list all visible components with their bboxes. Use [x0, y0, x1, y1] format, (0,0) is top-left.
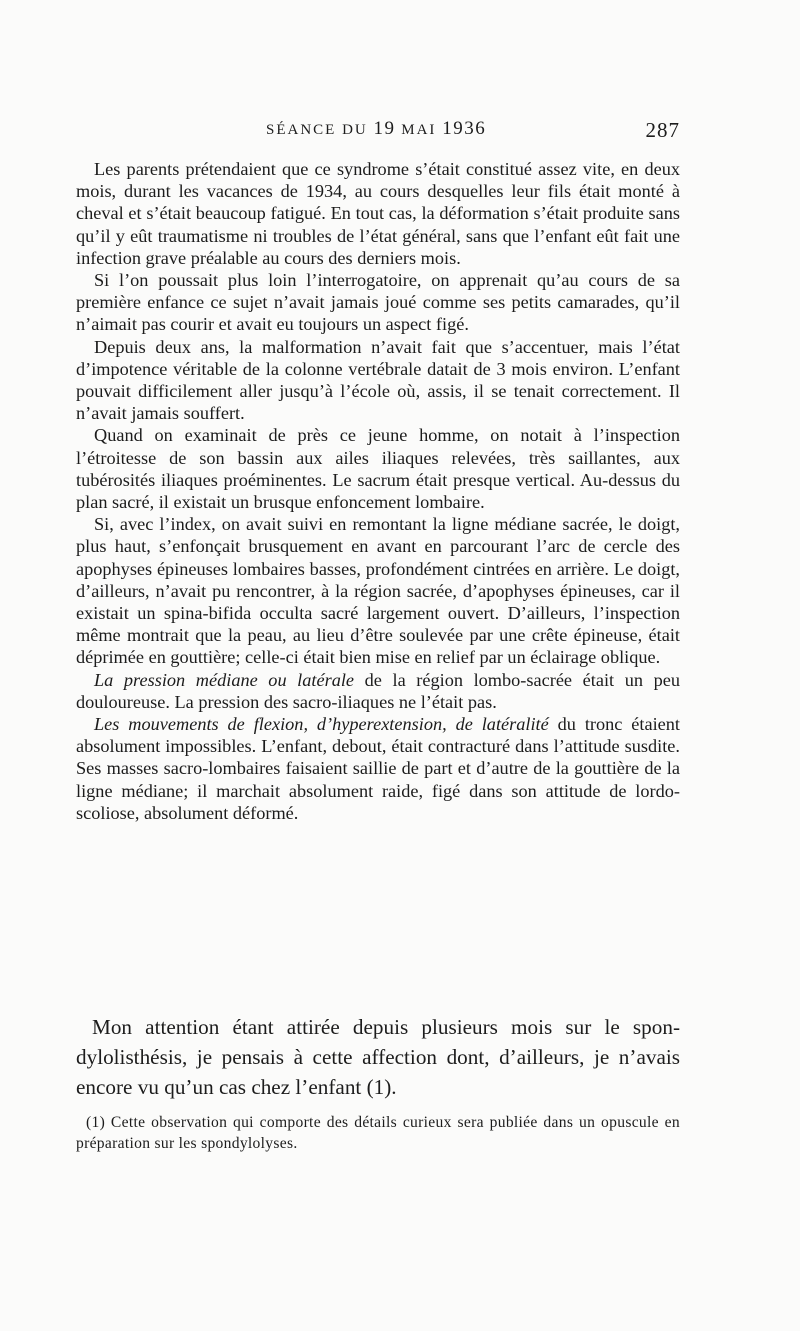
paragraph: Les mouvements de flexion, d’hyperextension, de latéralité du tronc étaient absolument impossibles. L’enfant, debout, était contracturé dans l’attitude susdite. Ses masses sacro-lombaires faisaient saillie de part et d’autre de la gouttière de la ligne médiane; il marchait absolument raide, figé dans son attitude de lordo-scoliose, absolument déformé. — [76, 714, 680, 823]
running-title: SÉANCE DU 19 MAI 1936 — [266, 118, 487, 139]
paragraph: Si, avec l’index, on avait suivi en remontant la ligne médiane sacrée, le doigt, plus haut, s’enfonçait brusquement en avant en parcourant l’arc de cercle des apophyses épineuses lombaires basses, profondément cintrées en arrière. Le doigt, d’ailleurs, n’avait pu rencontrer, à la région sacrée, d’apophyses épineuses, car il existait un spina-bifida occulta sacré largement ouvert. D’ailleurs, l’inspection même montrait que la peau, au lieu d’être soulevée par une crête épineuse, était déprimée en gouttière; celle-ci était bien mise en relief par un éclairage oblique. — [76, 514, 680, 668]
italic-phrase: La pression médiane ou latérale — [94, 669, 355, 690]
body-text — [76, 158, 680, 824]
footnote-text: Cette observation qui comporte des détails curieux sera publiée dans un opuscule en préparation sur les spondylolyses. — [76, 1114, 680, 1152]
paragraph: Les parents prétendaient que ce syndrome s’était constitué assez vite, en deux mois, durant les vacances de 1934, au cours desquelles leur fils était monté à cheval et s’était beaucoup fatigué. En tout cas, la déformation s’était produite sans qu’il y eût traumatisme ni troubles de l’état général, sans que l’enfant eût fait une infection grave préalable au cours des derniers mois. — [76, 159, 680, 268]
large-print-section — [76, 1012, 680, 1102]
page-number: 287 — [645, 118, 680, 142]
paragraph: Si l’on poussait plus loin l’interrogatoire, on apprenait qu’au cours de sa première enfance ce sujet n’avait jamais joué comme ses petits camarades, qu’il n’aimait pas courir et avait eu toujours un aspect figé. — [76, 270, 680, 335]
footnote — [76, 1112, 680, 1154]
page-header — [76, 118, 680, 146]
paragraph: Depuis deux ans, la malformation n’avait fait que s’accentuer, mais l’état d’impotence véritable de la colonne vertébrale datait de 3 mois environ. L’enfant pouvait difficilement aller jusqu’à l’école où, assis, il se tenait correctement. Il n’avait jamais souffert. — [76, 336, 680, 424]
paragraph: La pression médiane ou latérale de la région lombo-sacrée était un peu douloureuse. La pression des sacro-iliaques ne l’était pas. — [76, 669, 680, 712]
italic-phrase: Les mouvements de flexion, d’hyperextension, de latéralité — [94, 714, 549, 735]
paragraph: Quand on examinait de près ce jeune homme, on notait à l’inspection l’étroitesse de son bassin aux ailes iliaques relevées, très saillantes, aux tubérosités iliaques proéminentes. Le sacrum était presque vertical. Au-dessus du plan sacré, il existait un brusque enfoncement lombaire. — [76, 425, 680, 513]
paragraph: Mon attention étant attirée depuis plusieurs mois sur le spondylolisthésis, je pensais à cette affection dont, d’ailleurs, je n’avais encore vu qu’un cas chez l’enfant (1). — [76, 1015, 680, 1099]
footnote-marker: (1) — [86, 1114, 106, 1131]
